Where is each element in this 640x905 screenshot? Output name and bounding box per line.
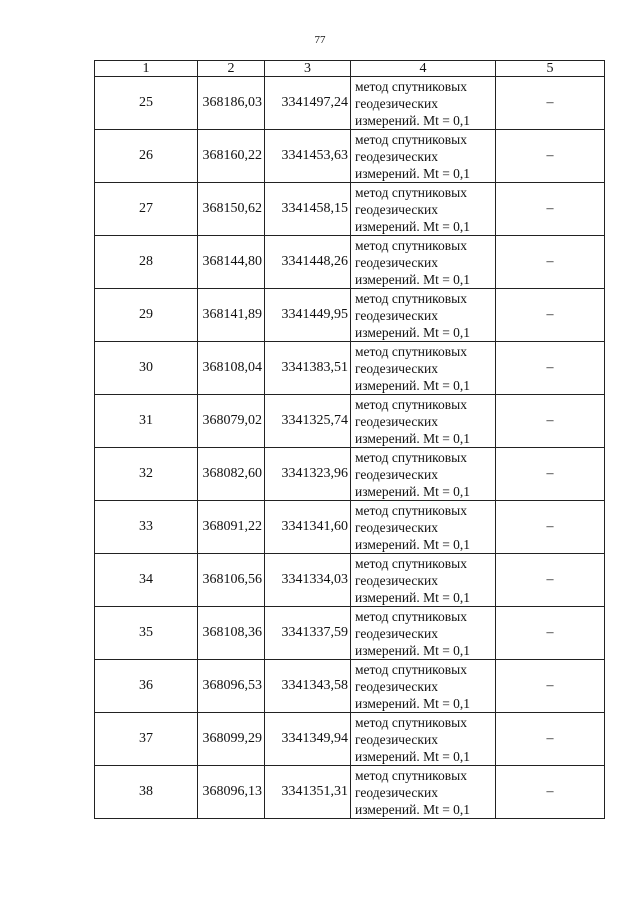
table-row [95, 130, 605, 183]
cell-column-5: – [496, 342, 605, 395]
cell-method [351, 395, 496, 448]
cell-y-coordinate: 3341448,26 [265, 236, 351, 289]
cell-point-number: 27 [95, 183, 198, 236]
cell-x-coordinate: 368096,53 [198, 660, 265, 713]
method-line-2: геодезических [355, 572, 438, 588]
cell-y-coordinate: 3341349,94 [265, 713, 351, 766]
method-line-3: измерений. Mt = 0,1 [355, 536, 471, 552]
cell-method [351, 607, 496, 660]
table-row [95, 77, 605, 130]
coordinates-table [94, 60, 605, 819]
table-row [95, 501, 605, 554]
cell-y-coordinate: 3341341,60 [265, 501, 351, 554]
cell-y-coordinate: 3341383,51 [265, 342, 351, 395]
table-body [95, 77, 605, 819]
method-line-2: геодезических [355, 625, 438, 641]
cell-x-coordinate: 368141,89 [198, 289, 265, 342]
method-line-1: метод спутниковых [355, 131, 467, 147]
method-line-2: геодезических [355, 784, 438, 800]
table-row [95, 236, 605, 289]
cell-point-number: 28 [95, 236, 198, 289]
method-line-1: метод спутниковых [355, 449, 467, 465]
cell-y-coordinate: 3341449,95 [265, 289, 351, 342]
cell-x-coordinate: 368082,60 [198, 448, 265, 501]
method-line-2: геодезических [355, 307, 438, 323]
table-row [95, 766, 605, 819]
cell-column-5: – [496, 395, 605, 448]
table-row [95, 183, 605, 236]
cell-point-number: 26 [95, 130, 198, 183]
cell-method [351, 501, 496, 554]
method-line-3: измерений. Mt = 0,1 [355, 112, 471, 128]
table-header [95, 61, 605, 77]
cell-method [351, 183, 496, 236]
cell-column-5: – [496, 501, 605, 554]
cell-method [351, 660, 496, 713]
cell-y-coordinate: 3341323,96 [265, 448, 351, 501]
method-line-3: измерений. Mt = 0,1 [355, 218, 471, 234]
method-line-3: измерений. Mt = 0,1 [355, 324, 471, 340]
cell-x-coordinate: 368186,03 [198, 77, 265, 130]
method-line-2: геодезических [355, 254, 438, 270]
table-row [95, 448, 605, 501]
cell-method [351, 289, 496, 342]
cell-point-number: 36 [95, 660, 198, 713]
method-line-2: геодезических [355, 413, 438, 429]
column-header-2: 2 [198, 61, 265, 77]
method-line-1: метод спутниковых [355, 184, 467, 200]
cell-column-5: – [496, 448, 605, 501]
method-line-2: геодезических [355, 148, 438, 164]
method-line-1: метод спутниковых [355, 555, 467, 571]
column-header-3: 3 [265, 61, 351, 77]
method-line-1: метод спутниковых [355, 608, 467, 624]
cell-x-coordinate: 368106,56 [198, 554, 265, 607]
cell-x-coordinate: 368091,22 [198, 501, 265, 554]
cell-y-coordinate: 3341458,15 [265, 183, 351, 236]
table-row [95, 713, 605, 766]
cell-method [351, 130, 496, 183]
cell-point-number: 29 [95, 289, 198, 342]
cell-column-5: – [496, 660, 605, 713]
cell-x-coordinate: 368144,80 [198, 236, 265, 289]
cell-column-5: – [496, 130, 605, 183]
cell-x-coordinate: 368160,22 [198, 130, 265, 183]
method-line-1: метод спутниковых [355, 343, 467, 359]
cell-point-number: 34 [95, 554, 198, 607]
cell-method [351, 236, 496, 289]
cell-x-coordinate: 368108,04 [198, 342, 265, 395]
table-row [95, 554, 605, 607]
cell-method [351, 448, 496, 501]
method-line-1: метод спутниковых [355, 502, 467, 518]
cell-x-coordinate: 368108,36 [198, 607, 265, 660]
method-line-3: измерений. Mt = 0,1 [355, 695, 471, 711]
method-line-2: геодезических [355, 519, 438, 535]
cell-y-coordinate: 3341453,63 [265, 130, 351, 183]
cell-column-5: – [496, 607, 605, 660]
cell-x-coordinate: 368099,29 [198, 713, 265, 766]
method-line-1: метод спутниковых [355, 290, 467, 306]
method-line-2: геодезических [355, 678, 438, 694]
method-line-2: геодезических [355, 95, 438, 111]
method-line-1: метод спутниковых [355, 78, 467, 94]
cell-column-5: – [496, 554, 605, 607]
page-number: 77 [314, 34, 326, 46]
cell-point-number: 31 [95, 395, 198, 448]
column-header-4: 4 [351, 61, 496, 77]
cell-x-coordinate: 368079,02 [198, 395, 265, 448]
cell-method [351, 766, 496, 819]
cell-column-5: – [496, 236, 605, 289]
column-header-1: 1 [95, 61, 198, 77]
cell-column-5: – [496, 713, 605, 766]
method-line-3: измерений. Mt = 0,1 [355, 748, 471, 764]
table-row [95, 395, 605, 448]
method-line-3: измерений. Mt = 0,1 [355, 165, 471, 181]
cell-column-5: – [496, 766, 605, 819]
method-line-1: метод спутниковых [355, 661, 467, 677]
cell-column-5: – [496, 77, 605, 130]
cell-method [351, 554, 496, 607]
cell-method [351, 77, 496, 130]
method-line-3: измерений. Mt = 0,1 [355, 801, 471, 817]
method-line-3: измерений. Mt = 0,1 [355, 377, 471, 393]
cell-x-coordinate: 368096,13 [198, 766, 265, 819]
method-line-1: метод спутниковых [355, 767, 467, 783]
table-row [95, 289, 605, 342]
cell-point-number: 30 [95, 342, 198, 395]
method-line-2: геодезических [355, 466, 438, 482]
method-line-2: геодезических [355, 201, 438, 217]
cell-point-number: 35 [95, 607, 198, 660]
cell-point-number: 25 [95, 77, 198, 130]
table-row [95, 660, 605, 713]
method-line-2: геодезических [355, 731, 438, 747]
method-line-3: измерений. Mt = 0,1 [355, 642, 471, 658]
cell-method [351, 342, 496, 395]
table-row [95, 342, 605, 395]
cell-point-number: 38 [95, 766, 198, 819]
table-row [95, 607, 605, 660]
cell-y-coordinate: 3341343,58 [265, 660, 351, 713]
method-line-3: измерений. Mt = 0,1 [355, 271, 471, 287]
method-line-3: измерений. Mt = 0,1 [355, 589, 471, 605]
column-header-5: 5 [496, 61, 605, 77]
method-line-1: метод спутниковых [355, 396, 467, 412]
method-line-2: геодезических [355, 360, 438, 376]
cell-column-5: – [496, 183, 605, 236]
cell-y-coordinate: 3341325,74 [265, 395, 351, 448]
cell-point-number: 37 [95, 713, 198, 766]
cell-point-number: 33 [95, 501, 198, 554]
cell-column-5: – [496, 289, 605, 342]
method-line-1: метод спутниковых [355, 714, 467, 730]
method-line-1: метод спутниковых [355, 237, 467, 253]
cell-y-coordinate: 3341337,59 [265, 607, 351, 660]
method-line-3: измерений. Mt = 0,1 [355, 430, 471, 446]
method-line-3: измерений. Mt = 0,1 [355, 483, 471, 499]
cell-y-coordinate: 3341351,31 [265, 766, 351, 819]
cell-y-coordinate: 3341497,24 [265, 77, 351, 130]
cell-y-coordinate: 3341334,03 [265, 554, 351, 607]
cell-x-coordinate: 368150,62 [198, 183, 265, 236]
cell-method [351, 713, 496, 766]
header-row [95, 61, 605, 77]
cell-point-number: 32 [95, 448, 198, 501]
